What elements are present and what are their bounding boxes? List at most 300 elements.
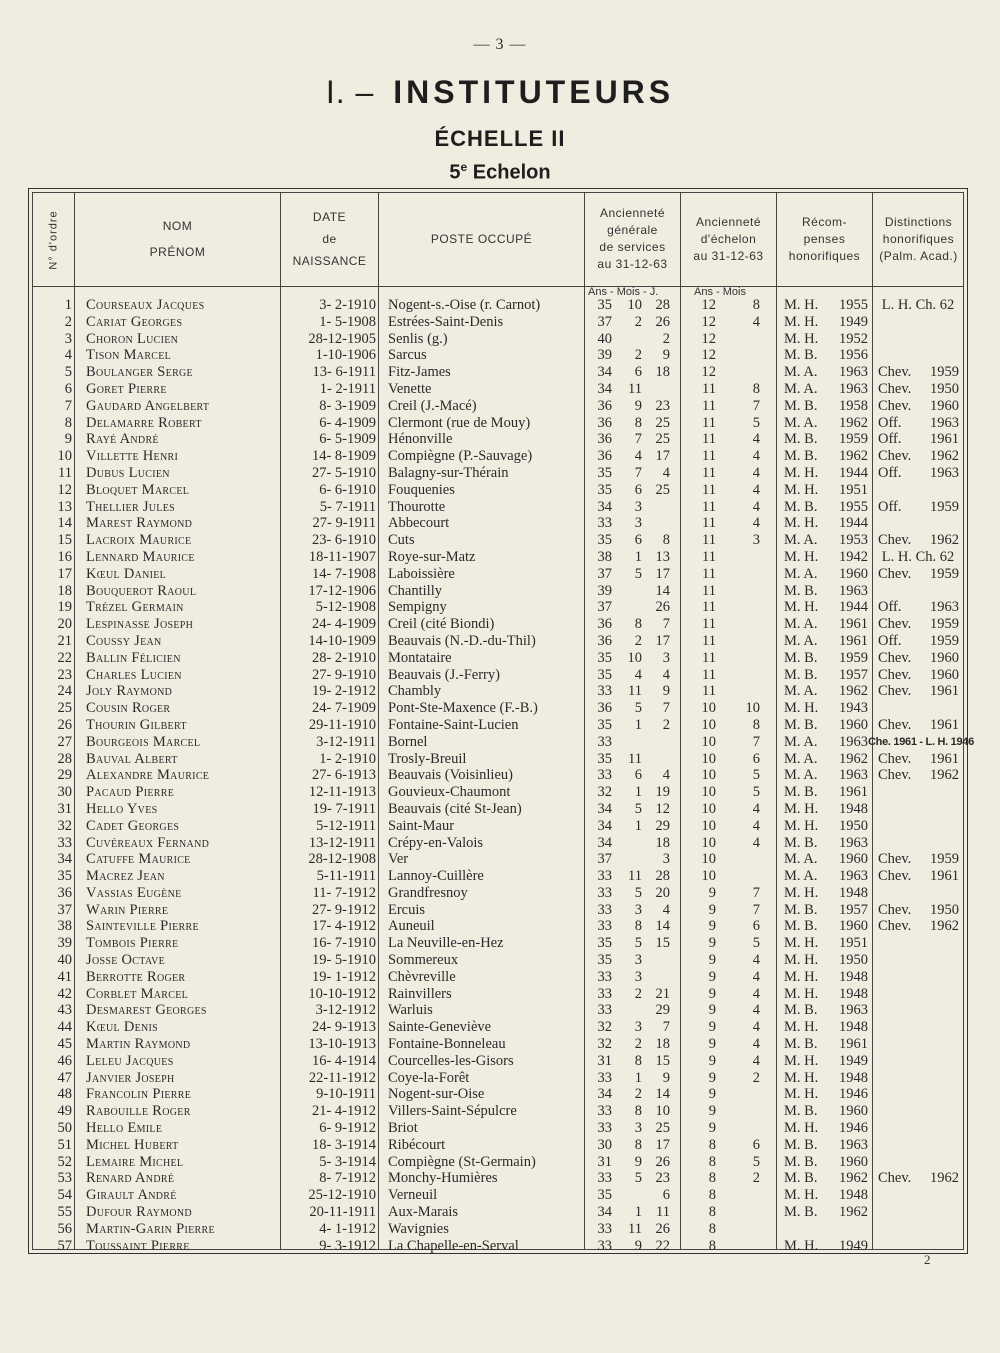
row-birthdate: 28-12-1908 — [308, 851, 376, 868]
table-row — [32, 633, 964, 650]
table-row — [32, 952, 964, 969]
row-name: Choron Lucien — [86, 330, 179, 347]
row-recompense-type: M. B. — [784, 901, 818, 918]
row-anc-gen-months: 1 — [634, 817, 642, 834]
row-anc-gen-days: 4 — [662, 666, 670, 683]
row-name: Francolin Pierre — [86, 1086, 192, 1103]
row-poste: Nogent-s.-Oise (r. Carnot) — [388, 297, 541, 313]
row-recompense-type: M. H. — [784, 599, 819, 616]
row-recompense-year: 1961 — [839, 784, 868, 801]
row-distinction-type: Chev. — [878, 380, 912, 397]
row-anc-ech-years: 11 — [702, 548, 716, 565]
row-name: Leleu Jacques — [86, 1052, 174, 1069]
row-number: 22 — [57, 649, 72, 666]
row-anc-ech-years: 11 — [702, 599, 716, 616]
row-recompense-type: M. B. — [784, 431, 818, 448]
row-birthdate: 8- 3-1909 — [319, 397, 376, 414]
row-number: 10 — [57, 448, 72, 465]
row-anc-ech-years: 9 — [708, 1103, 716, 1120]
section-title-text: INSTITUTEURS — [393, 74, 675, 110]
row-recompense-type: M. H. — [784, 817, 819, 834]
row-birthdate: 1- 2-1910 — [319, 750, 376, 767]
row-anc-gen-months: 10 — [627, 649, 642, 666]
row-birthdate: 27- 5-1910 — [311, 464, 376, 481]
row-birthdate: 27- 6-1913 — [311, 767, 376, 784]
row-distinction-year: 1963 — [930, 599, 959, 616]
row-anc-ech-months: 4 — [752, 464, 760, 481]
row-anc-ech-years: 8 — [708, 1204, 716, 1221]
row-anc-gen-years: 35 — [597, 649, 612, 666]
row-recompense-year: 1952 — [839, 330, 868, 347]
row-poste: Warluis — [388, 1002, 433, 1019]
row-name: Courseaux Jacques — [86, 297, 205, 313]
row-anc-gen-days: 14 — [655, 582, 670, 599]
row-distinction-year: 1962 — [930, 1170, 959, 1187]
row-anc-ech-years: 10 — [701, 700, 716, 717]
row-name: Lespinasse Joseph — [86, 616, 194, 633]
row-anc-gen-months: 5 — [634, 1170, 642, 1187]
row-anc-ech-years: 10 — [701, 800, 716, 817]
row-name: Hello Yves — [86, 800, 158, 817]
row-anc-gen-years: 36 — [597, 700, 612, 717]
row-anc-gen-months: 9 — [634, 397, 642, 414]
row-name: Marest Raymond — [86, 515, 193, 532]
row-number: 45 — [57, 1036, 72, 1053]
row-anc-gen-days: 10 — [655, 1103, 670, 1120]
row-recompense-year: 1948 — [839, 1069, 868, 1086]
row-anc-ech-years: 11 — [702, 481, 716, 498]
row-recompense-type: M. H. — [784, 1086, 819, 1103]
row-anc-ech-years: 11 — [702, 683, 716, 700]
row-anc-gen-years: 37 — [597, 599, 612, 616]
section-number: I. – — [325, 74, 375, 110]
row-recompense-year: 1963 — [839, 582, 868, 599]
row-poste: Auneuil — [388, 918, 435, 935]
row-name: Delamarre Robert — [86, 414, 202, 431]
row-anc-gen-years: 35 — [597, 464, 612, 481]
row-anc-ech-years: 12 — [701, 297, 716, 313]
row-number: 56 — [57, 1220, 72, 1237]
row-number: 54 — [57, 1187, 72, 1204]
row-anc-ech-years: 10 — [701, 784, 716, 801]
row-number: 34 — [57, 851, 72, 868]
header-anc-ech-3: au 31-12-63 — [693, 248, 764, 263]
row-anc-gen-months: 2 — [634, 1086, 642, 1103]
row-anc-ech-years: 12 — [701, 347, 716, 364]
row-number: 19 — [57, 599, 72, 616]
row-distinction-type: Chev. — [878, 448, 912, 465]
header-anc-ech-1: Ancienneté — [695, 214, 762, 229]
row-anc-gen-days: 4 — [662, 464, 670, 481]
row-poste: Venette — [388, 380, 432, 397]
footer-mark: 2 — [924, 1252, 931, 1267]
row-anc-gen-years: 33 — [597, 985, 612, 1002]
row-name: Lennard Maurice — [86, 548, 195, 565]
row-anc-gen-years: 37 — [597, 565, 612, 582]
row-birthdate: 10-10-1912 — [308, 985, 376, 1002]
table-row — [32, 1053, 964, 1070]
row-anc-gen-months: 7 — [634, 431, 642, 448]
row-anc-gen-years: 33 — [597, 1069, 612, 1086]
row-recompense-type: M. A. — [784, 532, 818, 549]
row-distinction-year: 1962 — [930, 532, 959, 549]
row-anc-ech-years: 11 — [702, 649, 716, 666]
table-row — [32, 700, 964, 717]
row-anc-gen-days: 22 — [655, 1237, 670, 1254]
row-number: 8 — [64, 414, 72, 431]
row-anc-ech-years: 11 — [702, 532, 716, 549]
row-anc-gen-years: 33 — [597, 767, 612, 784]
row-poste: Chambly — [388, 683, 442, 700]
row-anc-gen-months: 3 — [634, 515, 642, 532]
row-anc-gen-months: 1 — [634, 1069, 642, 1086]
row-birthdate: 14-10-1909 — [308, 632, 376, 649]
row-number: 47 — [57, 1069, 72, 1086]
row-anc-gen-days: 3 — [662, 649, 670, 666]
row-number: 17 — [57, 565, 72, 582]
row-anc-gen-years: 33 — [597, 868, 612, 885]
row-poste: Hénonville — [388, 431, 453, 448]
table-row — [32, 448, 964, 465]
row-anc-ech-years: 9 — [708, 1069, 716, 1086]
row-name: Renard André — [86, 1170, 175, 1187]
row-number: 5 — [64, 364, 72, 381]
row-recompense-year: 1960 — [839, 1153, 868, 1170]
row-number: 4 — [64, 347, 72, 364]
row-distinction-year: 1961 — [930, 683, 959, 700]
row-distinction-year: 1963 — [930, 414, 959, 431]
row-anc-ech-years: 11 — [702, 464, 716, 481]
row-distinction-year: 1962 — [930, 448, 959, 465]
row-anc-gen-years: 33 — [597, 1002, 612, 1019]
row-recompense-year: 1951 — [839, 481, 868, 498]
row-name: Charles Lucien — [86, 666, 182, 683]
row-anc-gen-days: 29 — [655, 1002, 670, 1019]
row-anc-gen-days: 23 — [655, 397, 670, 414]
row-birthdate: 8- 7-1912 — [319, 1170, 376, 1187]
row-distinction-type: Chev. — [878, 918, 912, 935]
table-row — [32, 297, 964, 314]
row-anc-ech-months: 5 — [752, 935, 760, 952]
row-distinction-year: 1959 — [930, 364, 959, 381]
row-anc-gen-years: 33 — [597, 968, 612, 985]
row-recompense-type: M. A. — [784, 414, 818, 431]
row-anc-gen-years: 40 — [597, 330, 612, 347]
row-birthdate: 1-10-1906 — [315, 347, 376, 364]
row-number: 7 — [64, 397, 72, 414]
row-anc-gen-months: 8 — [634, 1136, 642, 1153]
row-number: 33 — [57, 834, 72, 851]
row-anc-ech-years: 11 — [702, 632, 716, 649]
row-anc-gen-years: 34 — [597, 817, 612, 834]
row-anc-ech-months: 5 — [752, 414, 760, 431]
row-number: 49 — [57, 1103, 72, 1120]
row-anc-ech-years: 10 — [701, 817, 716, 834]
row-name: Lacroix Maurice — [86, 532, 192, 549]
table-row — [32, 868, 964, 885]
header-anc-gen-4: au 31-12-63 — [597, 257, 668, 271]
row-poste: Laboissière — [388, 565, 455, 582]
row-recompense-year: 1957 — [839, 901, 868, 918]
row-anc-ech-months: 4 — [752, 498, 760, 515]
row-anc-ech-years: 9 — [708, 1002, 716, 1019]
table-row — [32, 1187, 964, 1204]
row-poste: Pont-Ste-Maxence (F.-B.) — [388, 700, 538, 717]
row-anc-gen-months: 3 — [634, 1019, 642, 1036]
row-anc-gen-days: 26 — [655, 313, 670, 330]
row-anc-gen-months: 8 — [634, 414, 642, 431]
row-recompense-type: M. A. — [784, 364, 818, 381]
row-distinction-type: Chev. — [878, 532, 912, 549]
row-recompense-type: M. H. — [784, 700, 819, 717]
row-distinction-year: 1961 — [930, 750, 959, 767]
row-anc-ech-months: 4 — [752, 515, 760, 532]
row-poste: Sommereux — [388, 952, 459, 969]
row-distinction-year: 1962 — [930, 767, 959, 784]
header-dist-1: Distinctions — [884, 214, 953, 229]
row-anc-gen-years: 33 — [597, 918, 612, 935]
row-anc-gen-years: 33 — [597, 884, 612, 901]
row-recompense-type: M. H. — [784, 297, 819, 313]
table-row — [32, 314, 964, 331]
row-number: 37 — [57, 901, 72, 918]
row-anc-ech-years: 10 — [701, 750, 716, 767]
row-recompense-type: M. B. — [784, 716, 818, 733]
row-poste: Sainte-Geneviève — [388, 1019, 492, 1036]
row-anc-gen-months: 5 — [634, 935, 642, 952]
row-number: 32 — [57, 817, 72, 834]
row-anc-gen-months: 11 — [628, 380, 642, 397]
row-poste: Briot — [388, 1120, 418, 1137]
row-recompense-year: 1950 — [839, 817, 868, 834]
row-number: 55 — [57, 1204, 72, 1221]
scale-subtitle: ÉCHELLE II — [434, 126, 566, 151]
row-anc-ech-months: 4 — [752, 968, 760, 985]
header-nom-1: NOM — [162, 219, 193, 233]
row-recompense-year: 1960 — [839, 918, 868, 935]
header-rule — [32, 286, 964, 287]
row-recompense-type: M. A. — [784, 616, 818, 633]
row-recompense-type: M. B. — [784, 666, 818, 683]
row-distinction-type: Chev. — [878, 750, 912, 767]
header-distinctions — [873, 196, 964, 282]
row-anc-ech-years: 11 — [702, 448, 716, 465]
row-anc-gen-days: 4 — [662, 767, 670, 784]
row-birthdate: 13-12-1911 — [308, 834, 376, 851]
row-anc-gen-days: 28 — [655, 868, 670, 885]
row-birthdate: 23- 6-1910 — [311, 532, 376, 549]
row-recompense-year: 1948 — [839, 968, 868, 985]
row-anc-gen-months: 6 — [634, 767, 642, 784]
row-anc-ech-months: 2 — [752, 1170, 760, 1187]
row-distinction-type: Off. — [878, 414, 902, 431]
row-number: 30 — [57, 784, 72, 801]
row-anc-gen-years: 30 — [597, 1136, 612, 1153]
table-row — [32, 1036, 964, 1053]
row-number: 36 — [57, 884, 72, 901]
row-anc-gen-months: 11 — [628, 750, 642, 767]
row-anc-ech-years: 9 — [708, 918, 716, 935]
row-number: 2 — [64, 313, 72, 330]
header-anc-gen — [585, 196, 680, 282]
row-anc-gen-years: 36 — [597, 431, 612, 448]
header-anc-ech-2: d'échelon — [700, 231, 757, 246]
row-recompense-year: 1963 — [839, 733, 868, 750]
row-birthdate: 14- 8-1909 — [311, 448, 376, 465]
row-poste: Fitz-James — [388, 364, 451, 381]
row-name: Dubus Lucien — [86, 464, 170, 481]
row-birthdate: 16- 4-1914 — [311, 1052, 376, 1069]
row-anc-ech-years: 11 — [702, 582, 716, 599]
row-poste: Wavignies — [388, 1220, 449, 1237]
row-anc-gen-days: 28 — [655, 297, 670, 313]
row-recompense-year: 1959 — [839, 649, 868, 666]
row-number: 57 — [57, 1237, 72, 1254]
row-name: Berrotte Roger — [86, 968, 186, 985]
row-anc-ech-months: 8 — [752, 297, 760, 313]
row-birthdate: 14- 7-1908 — [311, 565, 376, 582]
row-number: 29 — [57, 767, 72, 784]
row-birthdate: 13- 6-1911 — [312, 364, 376, 381]
row-recompense-type: M. H. — [784, 548, 819, 565]
row-poste: Fontaine-Saint-Lucien — [388, 716, 519, 733]
row-name: Janvier Joseph — [86, 1069, 175, 1086]
table-row — [32, 1137, 964, 1154]
row-name: Gaudard Angelbert — [86, 397, 210, 414]
header-recomp-1: Récom- — [801, 214, 847, 229]
row-recompense-type: M. H. — [784, 481, 819, 498]
row-anc-gen-months: 6 — [634, 364, 642, 381]
row-poste: Estrées-Saint-Denis — [388, 313, 504, 330]
row-poste: Beauvais (N.-D.-du-Thil) — [388, 632, 536, 649]
row-anc-ech-months: 7 — [752, 397, 760, 414]
row-poste: Chèvreville — [388, 968, 456, 985]
row-anc-ech-years: 11 — [702, 431, 716, 448]
header-date — [281, 196, 378, 282]
row-anc-ech-years: 11 — [702, 666, 716, 683]
row-poste: Grandfresnoy — [388, 884, 468, 901]
row-distinction: L. H. Ch. 62 — [881, 548, 955, 565]
row-birthdate: 11- 7-1912 — [312, 884, 376, 901]
row-anc-gen-years: 39 — [597, 582, 612, 599]
row-anc-gen-years: 36 — [597, 397, 612, 414]
row-recompense-year: 1962 — [839, 1204, 868, 1221]
row-distinction-year: 1963 — [930, 464, 959, 481]
row-distinction-type: Chev. — [878, 364, 912, 381]
row-birthdate: 9-10-1911 — [316, 1086, 376, 1103]
header-recomp-3: honorifiques — [788, 248, 861, 263]
row-anc-gen-years: 36 — [597, 616, 612, 633]
row-anc-gen-months: 1 — [634, 548, 642, 565]
row-anc-gen-years: 33 — [597, 683, 612, 700]
row-anc-ech-months: 5 — [752, 784, 760, 801]
row-number: 25 — [57, 700, 72, 717]
row-anc-gen-months: 5 — [634, 565, 642, 582]
row-anc-ech-months: 4 — [752, 800, 760, 817]
row-anc-ech-months: 4 — [752, 834, 760, 851]
row-anc-ech-months: 6 — [752, 918, 760, 935]
row-recompense-type: M. B. — [784, 397, 818, 414]
row-anc-gen-months: 2 — [634, 1036, 642, 1053]
header-poste: POSTE OCCUPÉ — [430, 231, 533, 246]
row-anc-ech-months: 4 — [752, 1036, 760, 1053]
row-number: 44 — [57, 1019, 72, 1036]
row-recompense-type: M. B. — [784, 1136, 818, 1153]
row-anc-gen-years: 38 — [597, 548, 612, 565]
row-recompense-year: 1953 — [839, 532, 868, 549]
row-anc-gen-months: 9 — [634, 1153, 642, 1170]
row-anc-gen-years: 33 — [597, 1103, 612, 1120]
row-recompense-year: 1963 — [839, 380, 868, 397]
row-anc-gen-months: 5 — [634, 800, 642, 817]
row-anc-ech-months: 4 — [752, 1052, 760, 1069]
row-anc-gen-months: 11 — [628, 868, 642, 885]
row-distinction-type: Off. — [878, 464, 902, 481]
row-birthdate: 1- 2-1911 — [319, 380, 376, 397]
row-anc-ech-months: 4 — [752, 985, 760, 1002]
row-name: Desmarest Georges — [86, 1002, 207, 1019]
row-anc-ech-years: 8 — [708, 1237, 716, 1254]
row-poste: Balagny-sur-Thérain — [388, 464, 509, 481]
table-row — [32, 818, 964, 835]
row-anc-gen-days: 18 — [655, 364, 670, 381]
row-number: 6 — [64, 380, 72, 397]
row-name: Bloquet Marcel — [86, 481, 190, 498]
row-anc-gen-years: 39 — [597, 347, 612, 364]
row-birthdate: 22-11-1912 — [308, 1069, 376, 1086]
table-row — [32, 969, 964, 986]
row-recompense-type: M. B. — [784, 448, 818, 465]
row-birthdate: 5-12-1911 — [316, 817, 376, 834]
row-name: Rabouille Roger — [86, 1103, 191, 1120]
row-number: 35 — [57, 868, 72, 885]
table-row — [32, 1103, 964, 1120]
row-name: Cariat Georges — [86, 313, 183, 330]
row-anc-gen-years: 36 — [597, 448, 612, 465]
row-distinction-type: Off. — [878, 632, 902, 649]
row-birthdate: 29-11-1910 — [308, 716, 376, 733]
row-recompense-year: 1960 — [839, 716, 868, 733]
row-poste: Beauvais (cité St-Jean) — [388, 800, 522, 817]
row-anc-ech-years: 9 — [708, 1086, 716, 1103]
row-anc-gen-months: 6 — [634, 532, 642, 549]
header-recompenses — [777, 196, 872, 282]
row-name: Joly Raymond — [86, 683, 173, 700]
row-poste: Creil (J.-Macé) — [388, 397, 477, 414]
row-name: Vassias Eugène — [86, 884, 182, 901]
row-birthdate: 18- 3-1914 — [311, 1136, 376, 1153]
row-distinction-type: Off. — [878, 498, 902, 515]
row-distinction-year: 1950 — [930, 380, 959, 397]
row-recompense-year: 1946 — [839, 1086, 868, 1103]
row-anc-ech-months: 4 — [752, 448, 760, 465]
row-anc-gen-days: 21 — [655, 985, 670, 1002]
row-name: Martin Raymond — [86, 1036, 191, 1053]
row-anc-gen-months: 8 — [634, 1103, 642, 1120]
row-anc-ech-years: 9 — [708, 884, 716, 901]
header-nom-2: PRÉNOM — [149, 245, 206, 259]
row-birthdate: 25-12-1910 — [308, 1187, 376, 1204]
row-recompense-year: 1951 — [839, 935, 868, 952]
row-poste: Lannoy-Cuillère — [388, 868, 484, 885]
row-recompense-type: M. H. — [784, 464, 819, 481]
row-distinction-type: Chev. — [878, 767, 912, 784]
row-distinction-type: Chev. — [878, 397, 912, 414]
row-recompense-type: M. H. — [784, 968, 819, 985]
row-poste: Rainvillers — [388, 985, 452, 1002]
row-recompense-year: 1960 — [839, 851, 868, 868]
row-anc-gen-days: 14 — [655, 918, 670, 935]
